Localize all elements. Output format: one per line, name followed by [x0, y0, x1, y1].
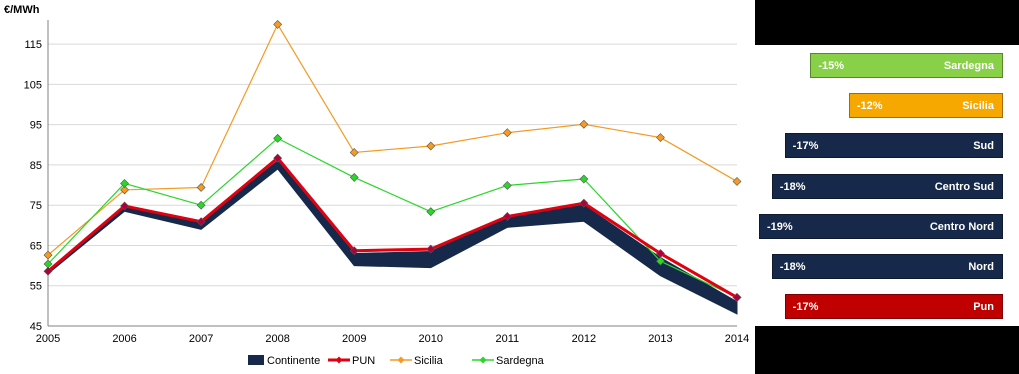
- bar-sud: [785, 133, 1003, 158]
- data-point-sicilia: [197, 183, 205, 191]
- y-axis-unit-label: €/MWh: [4, 4, 40, 16]
- bar-value-label: -12%: [856, 100, 883, 113]
- x-tick-label: 2008: [265, 333, 290, 345]
- bar-centro-sud: [772, 174, 1003, 199]
- bar-category-label: Pun: [973, 301, 994, 314]
- y-tick-label: 75: [29, 200, 42, 213]
- bar-sardegna: [810, 53, 1003, 78]
- legend-label-continente: Continente: [267, 355, 321, 367]
- bar-category-label: Sicilia: [962, 100, 994, 113]
- bar-nord: [772, 254, 1003, 279]
- series-line-sicilia: [48, 24, 737, 255]
- data-point-sicilia: [656, 134, 664, 142]
- legend: [248, 355, 545, 367]
- y-tick-label: 105: [23, 79, 42, 92]
- legend-label-sardegna: Sardegna: [496, 355, 544, 367]
- x-tick-label: 2013: [648, 333, 673, 345]
- x-tick-label: 2012: [571, 333, 597, 345]
- bar-category-label: Nord: [968, 261, 994, 273]
- bar-chart-panel: [755, 45, 1019, 326]
- data-point-sicilia: [580, 120, 588, 128]
- bar-category-label: Sardegna: [943, 60, 994, 72]
- series-line-pun: [48, 158, 737, 297]
- x-tick-label: 2010: [418, 333, 444, 345]
- bar-pun: [785, 294, 1003, 319]
- data-point-sardegna: [427, 208, 435, 216]
- axes: [4, 4, 749, 345]
- bar-category-label: Centro Sud: [934, 180, 994, 193]
- bar-value-label: -18%: [779, 180, 806, 193]
- bar-centro-nord: [759, 214, 1003, 239]
- data-point-sicilia: [274, 20, 282, 28]
- data-point-sicilia: [427, 142, 435, 150]
- data-point-sardegna: [350, 173, 358, 181]
- y-tick-label: 65: [29, 240, 42, 253]
- legend-marker-sardegna: [480, 357, 487, 364]
- bar-sicilia: [849, 93, 1003, 118]
- y-tick-label: 55: [29, 280, 42, 293]
- bar-category-label: Sud: [973, 140, 994, 153]
- legend-label-pun: PUN: [352, 355, 376, 367]
- x-tick-label: 2014: [724, 333, 750, 345]
- y-tick-label: 95: [29, 119, 42, 132]
- data-point-sicilia: [733, 177, 741, 185]
- x-tick-label: 2009: [341, 333, 367, 345]
- y-tick-label: 85: [29, 159, 42, 172]
- bar-value-label: -15%: [818, 60, 845, 72]
- x-tick-label: 2007: [188, 333, 214, 345]
- legend-label-sicilia: Sicilia: [414, 355, 443, 367]
- x-tick-label: 2005: [35, 333, 61, 345]
- y-tick-label: 45: [29, 321, 42, 333]
- legend-swatch-continente: [248, 355, 264, 365]
- bar-value-label: -19%: [767, 220, 793, 233]
- bar-value-label: -17%: [792, 301, 819, 314]
- bar-category-label: Centro Nord: [929, 220, 994, 233]
- bar-value-label: -18%: [779, 261, 806, 273]
- x-tick-label: 2006: [112, 333, 137, 345]
- legend-marker-sicilia: [398, 357, 405, 364]
- x-tick-label: 2011: [495, 333, 520, 345]
- y-tick-label: 115: [24, 39, 42, 52]
- data-point-sicilia: [503, 129, 511, 137]
- legend-marker-pun: [336, 357, 343, 364]
- data-point-sardegna: [503, 181, 511, 189]
- bar-value-label: -17%: [792, 140, 819, 153]
- data-point-sicilia: [350, 148, 358, 156]
